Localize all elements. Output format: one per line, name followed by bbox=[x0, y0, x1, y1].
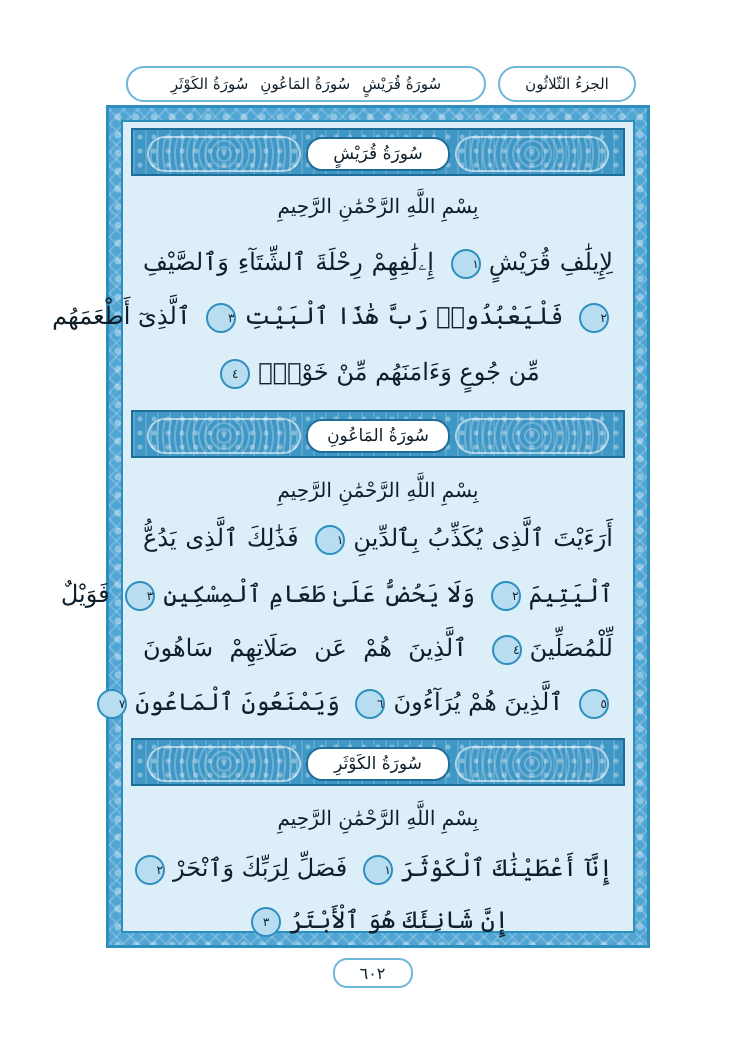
ayah-line bbox=[141, 524, 615, 555]
ayah-text: ٱلَّذِينَ هُمْ عَن صَلَاتِهِمْ سَاهُونَ bbox=[143, 634, 468, 662]
page-frame bbox=[52, 105, 650, 948]
verse-number-marker: ١ bbox=[451, 249, 481, 279]
ayah-text: إِۦلَٰفِهِمْ رِحْلَةَ ٱلشِّتَآءِ وَٱلصَّيْفِ bbox=[143, 248, 434, 276]
ayah-text: لِإِيلَٰفِ قُرَيْشٍ bbox=[488, 248, 613, 276]
ayah-text: إِنَّ شَانِئَكَ هُوَ ٱلْأَبْتَرُ bbox=[289, 906, 509, 934]
ayah-text: ٱلَّذِينَ هُمْ يُرَآءُونَ bbox=[393, 688, 564, 716]
ayah-line bbox=[60, 580, 615, 611]
surah-banner-maun bbox=[131, 410, 625, 458]
header-surah-quraysh: سُورَةُ قُرَيْشٍ bbox=[362, 75, 442, 93]
ayah-text: أَرَءَيْتَ ٱلَّذِى يُكَذِّبُ بِٱلدِّينِ bbox=[353, 524, 613, 552]
ayah-line bbox=[141, 906, 615, 937]
ayah-text: فَصَلِّ لِرَبِّكَ وَٱنْحَرْ bbox=[172, 854, 348, 882]
ayah-text: فَلْيَعْبُدُوا۟ رَبَّ هَٰذَا ٱلْبَيْتِ bbox=[244, 302, 564, 330]
ayah-line bbox=[141, 854, 615, 885]
ayah-line bbox=[141, 634, 615, 665]
ayah-line bbox=[52, 302, 615, 333]
page-number-text: ٦٠٢ bbox=[359, 963, 386, 983]
ayah-text: فَذَٰلِكَ ٱلَّذِى يَدُعُّ bbox=[143, 524, 299, 552]
page-content bbox=[52, 120, 635, 934]
page-number bbox=[333, 958, 413, 988]
juz-label bbox=[498, 66, 636, 102]
surah-names-header bbox=[126, 66, 486, 102]
ayah-line bbox=[141, 358, 615, 389]
surah-title-quraysh: سُورَةُ قُرَيْشٍ bbox=[306, 137, 450, 171]
ayah-text: وَيَمْنَعُونَ ٱلْمَاعُونَ bbox=[135, 688, 340, 716]
header-surah-kawthar: سُورَةُ الكَوْثَرِ bbox=[170, 75, 249, 93]
verse-number-marker: ٦ bbox=[355, 689, 385, 719]
ayah-text: ٱلَّذِىٓ أَطْعَمَهُم bbox=[52, 302, 191, 330]
verse-number-marker: ٣ bbox=[206, 303, 236, 333]
verse-number-marker: ٢ bbox=[135, 855, 165, 885]
verse-number-marker: ٣ bbox=[251, 907, 281, 937]
ayah-text: مِّن جُوعٍ وَءَامَنَهُم مِّنْ خَوْفٍۭ bbox=[258, 358, 540, 386]
ayah-line bbox=[141, 248, 615, 279]
verse-number-marker: ٥ bbox=[579, 689, 609, 719]
basmala-maun: بِسْمِ اللَّهِ الرَّحْمَٰنِ الرَّحِيمِ bbox=[277, 478, 479, 502]
surah-title-kawthar: سُورَةُ الكَوْثَرِ bbox=[306, 747, 450, 781]
verse-number-marker: ٢ bbox=[491, 581, 521, 611]
verse-number-marker: ٤ bbox=[220, 359, 250, 389]
ayah-text: ٱلْيَتِيمَ bbox=[528, 580, 613, 608]
verse-number-marker: ٣ bbox=[125, 581, 155, 611]
basmala-quraysh: بِسْمِ اللَّهِ الرَّحْمَٰنِ الرَّحِيمِ bbox=[277, 194, 479, 218]
verse-number-marker: ١ bbox=[363, 855, 393, 885]
ayah-text: لِّلْمُصَلِّينَ bbox=[529, 634, 613, 662]
header-surah-maun: سُورَةُ المَاعُونِ bbox=[260, 75, 351, 93]
juz-text: الجزءُ الثّلاثُون bbox=[525, 75, 609, 93]
surah-banner-quraysh bbox=[131, 128, 625, 176]
ayah-text: وَلَا يَحُضُّ عَلَىٰ طَعَامِ ٱلْمِسْكِينِ bbox=[163, 580, 475, 608]
ayah-text: إِنَّآ أَعْطَيْنَٰكَ ٱلْكَوْثَرَ bbox=[400, 854, 613, 882]
verse-number-marker: ٤ bbox=[492, 635, 522, 665]
verse-number-marker: ٧ bbox=[97, 689, 127, 719]
basmala-kawthar: بِسْمِ اللَّهِ الرَّحْمَٰنِ الرَّحِيمِ bbox=[277, 806, 479, 830]
verse-number-marker: ١ bbox=[315, 525, 345, 555]
surah-title-maun: سُورَةُ المَاعُونِ bbox=[306, 419, 450, 453]
ayah-text: فَوَيْلٌ bbox=[60, 580, 110, 608]
surah-banner-kawthar bbox=[131, 738, 625, 786]
ayah-line bbox=[118, 688, 615, 719]
verse-number-marker: ٢ bbox=[579, 303, 609, 333]
